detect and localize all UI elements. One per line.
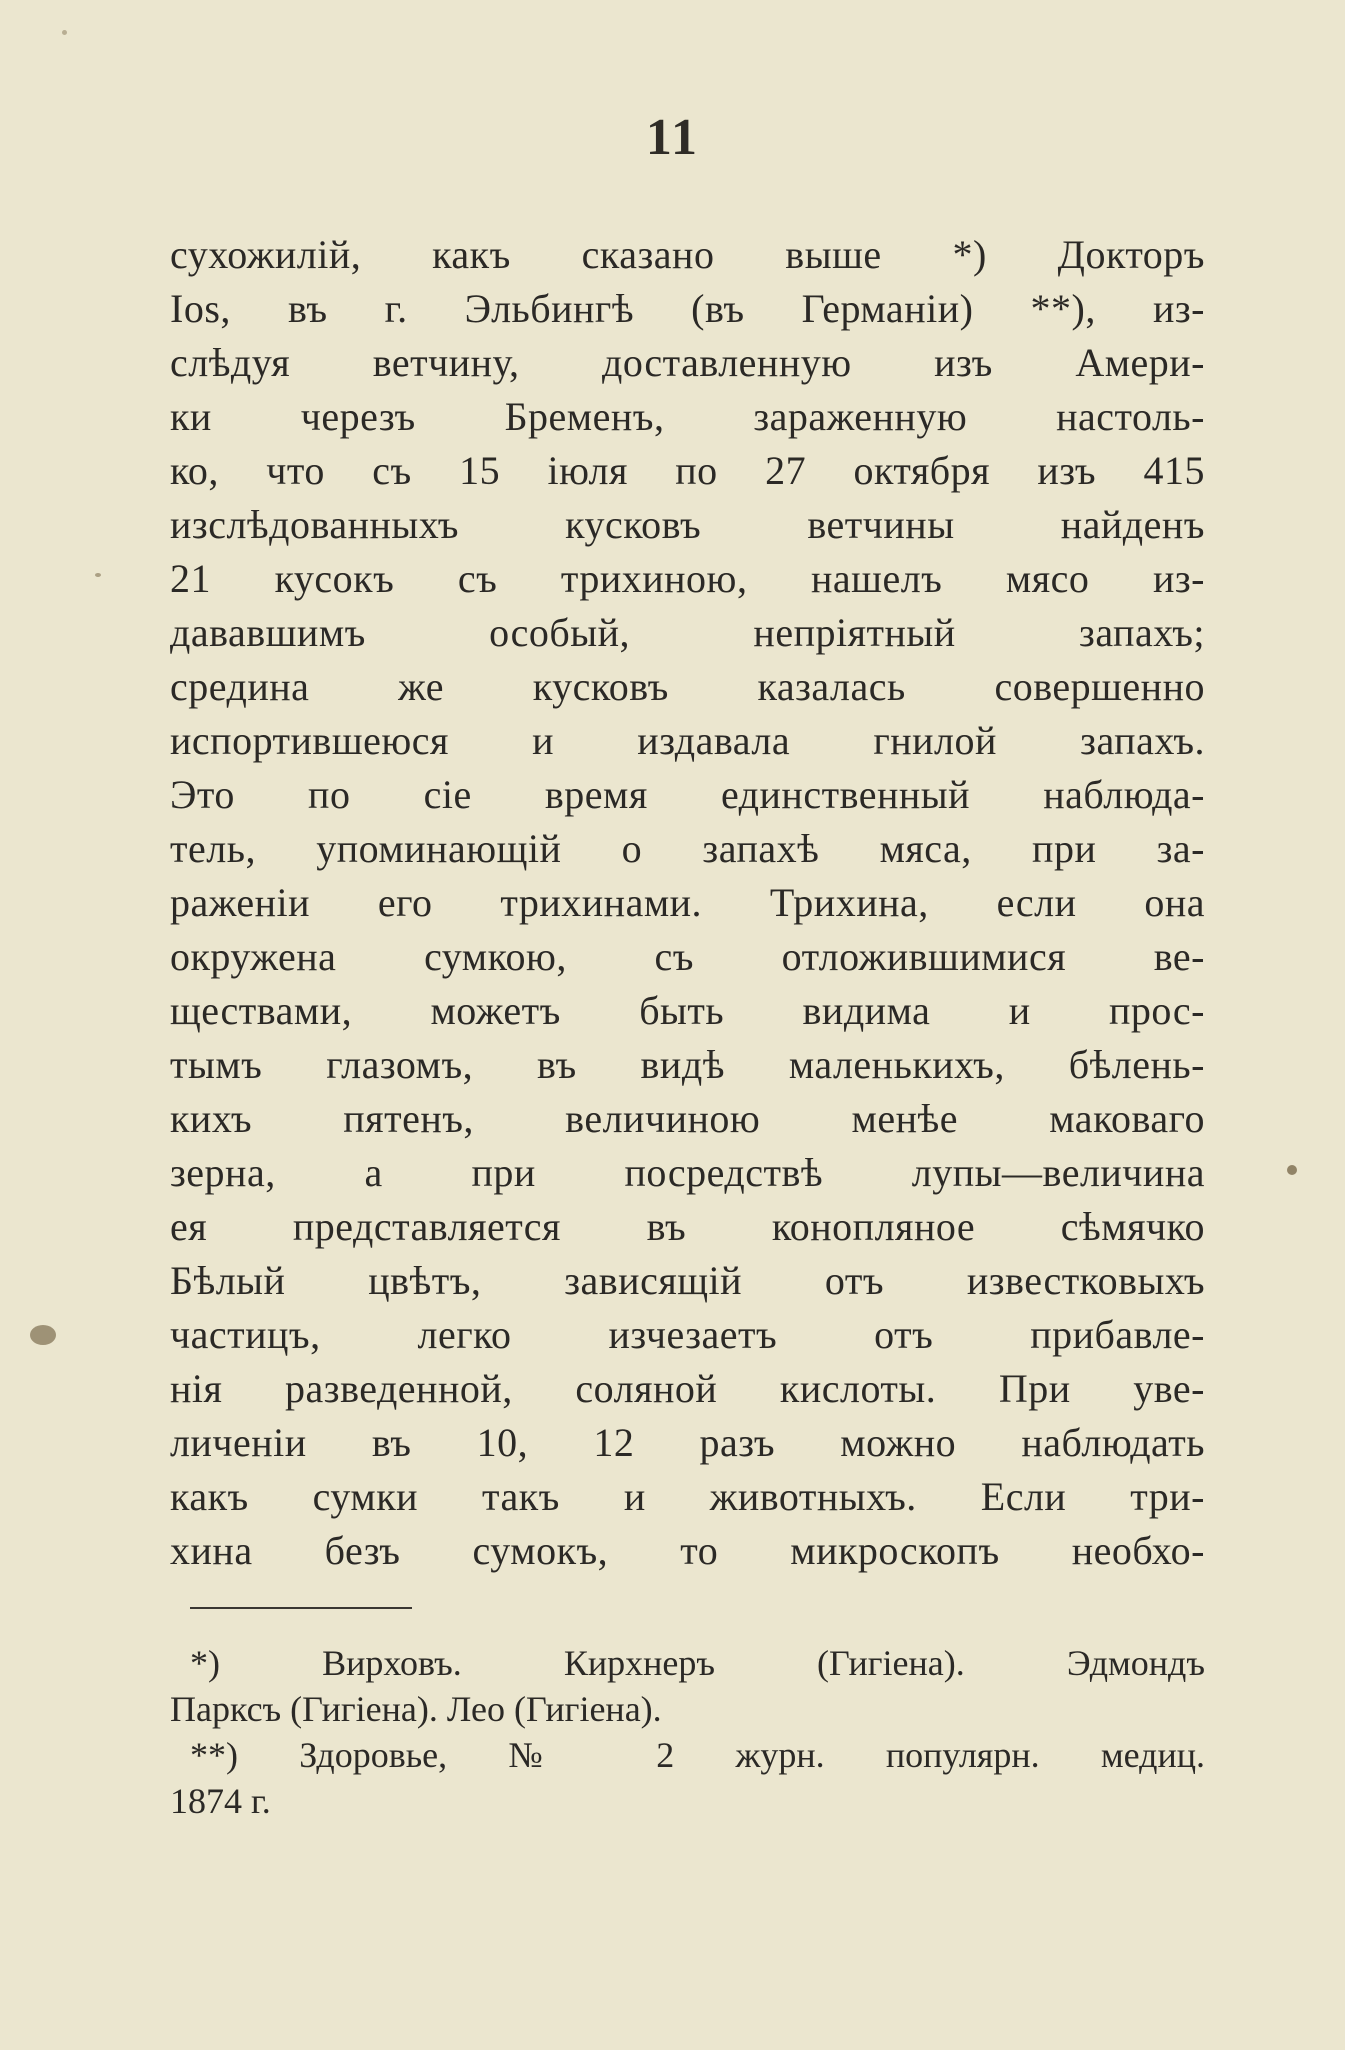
text-line: ко, что съ 15 іюля по 27 октября изъ 415 [170, 448, 1205, 493]
paper-speck [62, 30, 67, 35]
text-line: окружена сумкою, съ отложившимися ве- [170, 934, 1205, 979]
text-line: Бѣлый цвѣтъ, зависящій отъ известковыхъ [170, 1258, 1205, 1303]
text-line: личеніи въ 10, 12 разъ можно наблюдать [170, 1420, 1205, 1465]
text-line: нія разведенной, соляной кислоты. При уве- [170, 1366, 1205, 1411]
text-line: слѣдуя ветчину, доставленную изъ Амери- [170, 340, 1205, 385]
body-text [170, 228, 1205, 1578]
paper-speck [30, 1325, 56, 1345]
text-line: тымъ глазомъ, въ видѣ маленькихъ, бѣлень- [170, 1042, 1205, 1087]
paper-speck [1287, 1165, 1297, 1175]
footnote-line: *) Вирховъ. Кирхнеръ (Гигіена). Эдмондъ [190, 1643, 1205, 1683]
text-line: изслѣдованныхъ кусковъ ветчины найденъ [170, 502, 1205, 547]
text-line: средина же кусковъ казалась совершенно [170, 664, 1205, 709]
footnote-line: Парксъ (Гигіена). Лео (Гигіена). [170, 1689, 662, 1729]
text-line: кихъ пятенъ, величиною менѣе маковаго [170, 1096, 1205, 1141]
text-line: хина безъ сумокъ, то микроскопъ необхо- [170, 1528, 1205, 1573]
footnotes [170, 1640, 1205, 1824]
text-line: испортившеюся и издавала гнилой запахъ. [170, 718, 1205, 763]
text-line: 21 кусокъ съ трихиною, нашелъ мясо из- [170, 556, 1205, 601]
text-line: Іоѕ, въ г. Эльбингѣ (въ Германіи) **), из- [170, 286, 1205, 331]
text-line: ществами, можетъ быть видима и прос- [170, 988, 1205, 1033]
text-line: ея представляется въ конопляное сѣмячко [170, 1204, 1205, 1249]
footnote-line: **) Здоровье, № 2 журн. популярн. медиц. [190, 1735, 1205, 1775]
footnote-line: 1874 г. [170, 1781, 271, 1821]
footnote-divider [190, 1607, 412, 1609]
text-line: Это по сіе время единственный наблюда- [170, 772, 1205, 817]
text-line: тель, упоминающій о запахѣ мяса, при за- [170, 826, 1205, 871]
paper-speck [95, 573, 101, 577]
text-line: частицъ, легко изчезаетъ отъ прибавле- [170, 1312, 1205, 1357]
text-line: какъ сумки такъ и животныхъ. Если три- [170, 1474, 1205, 1519]
text-line: раженіи его трихинами. Трихина, если она [170, 880, 1205, 925]
text-line: дававшимъ особый, непріятный запахъ; [170, 610, 1205, 655]
text-line: сухожилій, какъ сказано выше *) Докторъ [170, 232, 1205, 277]
text-line: ки черезъ Бременъ, зараженную настоль- [170, 394, 1205, 439]
page-number: 11 [645, 109, 700, 166]
text-line: зерна, а при посредствѣ лупы—величина [170, 1150, 1205, 1195]
